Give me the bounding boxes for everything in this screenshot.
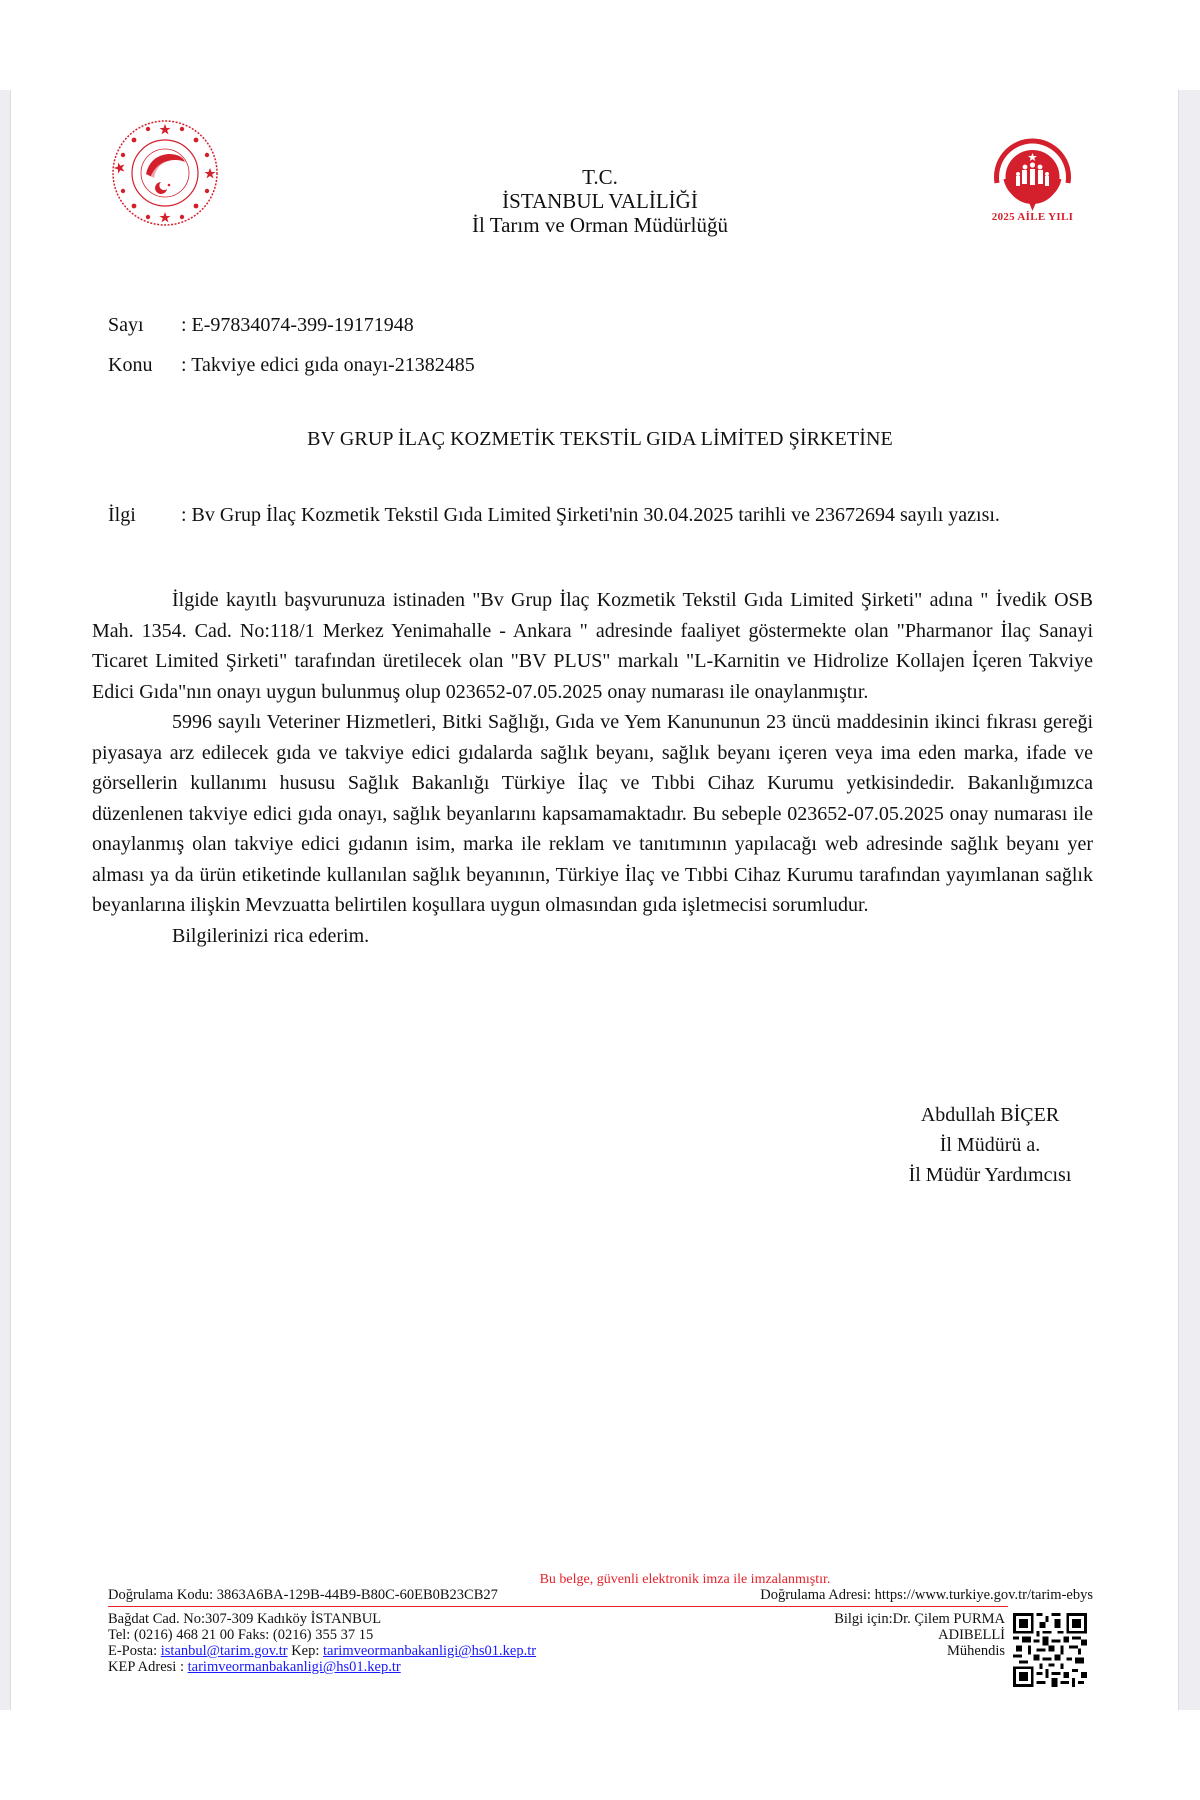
- info-contact-name: Bilgi için:Dr. Çilem PURMA: [834, 1611, 1005, 1627]
- recipient: BV GRUP İLAÇ KOZMETİK TEKSTİL GIDA LİMİTED ŞİRKETİNE: [307, 428, 893, 450]
- signatory-position: İl Müdür Yardımcısı: [908, 1164, 1072, 1186]
- verification-address: Doğrulama Adresi: https://www.turkiye.gov.tr/tarim-ebys: [760, 1587, 1093, 1603]
- phone-fax: Tel: (0216) 468 21 00 Faks: (0216) 355 37 15: [108, 1627, 374, 1643]
- letter-body: [92, 585, 1093, 951]
- konu-value: : Takviye edici gıda onayı-21382485: [181, 354, 475, 376]
- ilgi-value: : Bv Grup İlaç Kozmetik Tekstil Gıda Limited Şirketi'nin 30.04.2025 tarihli ve 23672694 sayılı yazısı.: [181, 504, 1000, 526]
- info-contact: [760, 1611, 1005, 1659]
- email-label: E-Posta:: [108, 1643, 161, 1659]
- kep-label: Kep:: [287, 1643, 323, 1659]
- info-contact-surname: ADIBELLİ: [938, 1627, 1005, 1643]
- header-directorate: İl Tarım ve Orman Müdürlüğü: [472, 213, 728, 237]
- info-contact-title: Mühendis: [947, 1643, 1005, 1659]
- konu-label: Konu: [108, 354, 153, 376]
- email-row: [108, 1643, 536, 1659]
- contact-block: [108, 1611, 536, 1675]
- kep-address-link[interactable]: tarimveormanbakanligi@hs01.kep.tr: [187, 1659, 401, 1675]
- letterhead: [0, 165, 1200, 237]
- header-tc: T.C.: [582, 165, 618, 189]
- kep-address-row: [108, 1659, 536, 1675]
- viewer-gutter-right: [1178, 90, 1200, 1710]
- kep-link[interactable]: tarimveormanbakanligi@hs01.kep.tr: [323, 1643, 537, 1659]
- esignature-notice: Bu belge, güvenli elektronik imza ile imzalanmıştır.: [539, 1572, 831, 1587]
- body-paragraph: Bilgilerinizi rica ederim.: [172, 924, 370, 947]
- footer-divider: [108, 1606, 1008, 1607]
- email-link[interactable]: istanbul@tarim.gov.tr: [160, 1643, 288, 1659]
- signatory-title: İl Müdürü a.: [939, 1134, 1041, 1156]
- family-year-caption: 2025 AİLE YILI: [991, 211, 1074, 223]
- postal-address: Bağdat Cad. No:307-309 Kadıköy İSTANBUL: [108, 1611, 382, 1627]
- sayi-label: Sayı: [108, 314, 144, 336]
- viewer-gutter-left: [0, 90, 11, 1710]
- signatory-name: Abdullah BİÇER: [920, 1104, 1060, 1126]
- ilgi-label: İlgi: [108, 504, 136, 526]
- verification-code: Doğrulama Kodu: 3863A6BA-129B-44B9-B80C-60EB0B23CB27: [108, 1587, 498, 1603]
- body-paragraph: İlgide kayıtlı başvurunuza istinaden "Bv Grup İlaç Kozmetik Tekstil Gıda Limited Şirketi" adına " İvedik OSB Mah. 1354. Cad. No:118/1 Merkez Yenimahalle - Ankara " adresinde faaliyet göstermekte olan "Pharmanor İlaç Sanayi Ticaret Limited Şirketi" tarafından üretilecek olan "BV PLUS" markalı "L-Karnitin ve Hidrolize Kollajen İçeren Takviye Edici Gıda"nın onayı uygun bulunmuş olup 023652-07.05.2025 onay numarası ile onaylanmıştır.: [92, 589, 1093, 703]
- sayi-value: : E-97834074-399-19171948: [181, 314, 414, 336]
- header-governorship: İSTANBUL VALİLİĞİ: [502, 189, 698, 213]
- signature-block: [870, 1100, 1110, 1190]
- kep-address-label: KEP Adresi :: [108, 1659, 188, 1675]
- body-paragraph: 5996 sayılı Veteriner Hizmetleri, Bitki Sağlığı, Gıda ve Yem Kanununun 23 üncü maddesinin ikinci fıkrası gereği piyasaya arz edilecek gıda ve takviye edici gıdalarda sağlık beyanı, sağlık beyanı içeren veya ima eden marka, ifade ve görsellerin kullanımı hususu Sağlık Bakanlığı Türkiye İlaç ve Tıbbi Cihaz Kurumu yetkisindedir. Bakanlığımızca düzenlenen takviye edici gıda onayı, sağlık beyanlarını kapsamamaktadır. Bu sebeple 023652-07.05.2025 onay numarası ile onaylanmış olan takviye edici gıdanın isim, marka ile reklam ve tanıtımının yapılacağı web adresinde sağlık beyanı yer alması ya da ürün etiketinde kullanılan sağlık beyanının, Türkiye İlaç ve Tıbbi Cihaz Kurumu tarafından yayımlanan sağlık beyanlarına ilişkin Mevzuatta belirtilen koşullara uygun olmasından gıda işletmecisi sorumludur.: [92, 711, 1093, 916]
- qr-code-icon: [1013, 1613, 1087, 1687]
